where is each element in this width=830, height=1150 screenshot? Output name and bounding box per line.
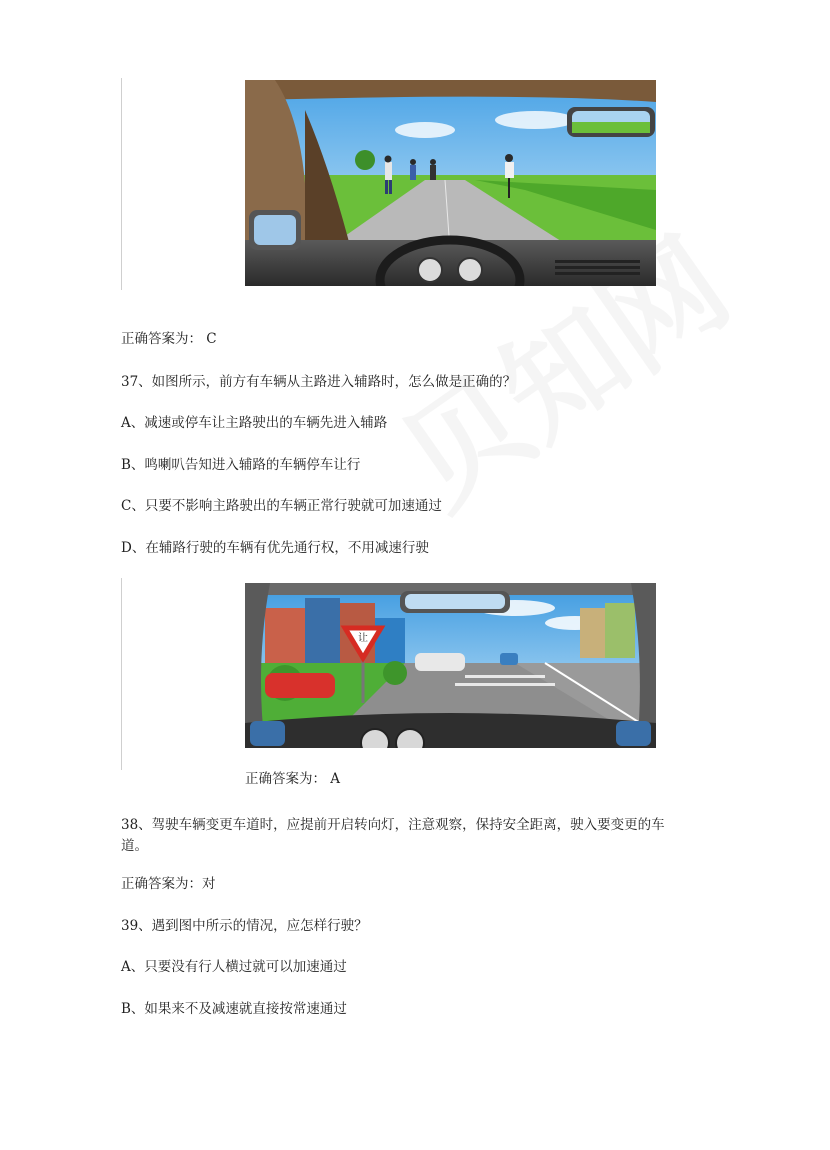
question-38-line1: 38、驾驶车辆变更车道时，应提前开启转向灯，注意观察，保持安全距离，驶入要变更的车 xyxy=(121,817,665,833)
illustration-rural-road xyxy=(245,80,656,286)
yield-sign-label: 让 xyxy=(358,633,368,644)
option-37-c: C、只要不影响主路驶出的车辆正常行驶就可加速通过 xyxy=(121,498,442,514)
margin-line xyxy=(121,78,122,290)
option-37-b: B、鸣喇叭告知进入辅路的车辆停车让行 xyxy=(121,457,361,473)
option-37-d: D、在辅路行驶的车辆有优先通行权，不用减速行驶 xyxy=(121,540,429,556)
answer-37: 正确答案为： A xyxy=(245,771,341,787)
option-39-a: A、只要没有行人横过就可以加速通过 xyxy=(121,959,347,975)
question-38-line2: 道。 xyxy=(121,838,148,854)
option-39-b: B、如果来不及减速就直接按常速通过 xyxy=(121,1001,347,1017)
option-37-a: A、减速或停车让主路驶出的车辆先进入辅路 xyxy=(121,415,388,431)
question-39: 39、遇到图中所示的情况，应怎样行驶？ xyxy=(121,918,368,934)
question-37: 37、如图所示，前方有车辆从主路进入辅路时，怎么做是正确的？ xyxy=(121,374,517,390)
illustration-city-road xyxy=(245,583,656,748)
margin-line xyxy=(121,578,122,770)
answer-36: 正确答案为： C xyxy=(121,331,217,347)
answer-38: 正确答案为：对 xyxy=(121,876,216,892)
